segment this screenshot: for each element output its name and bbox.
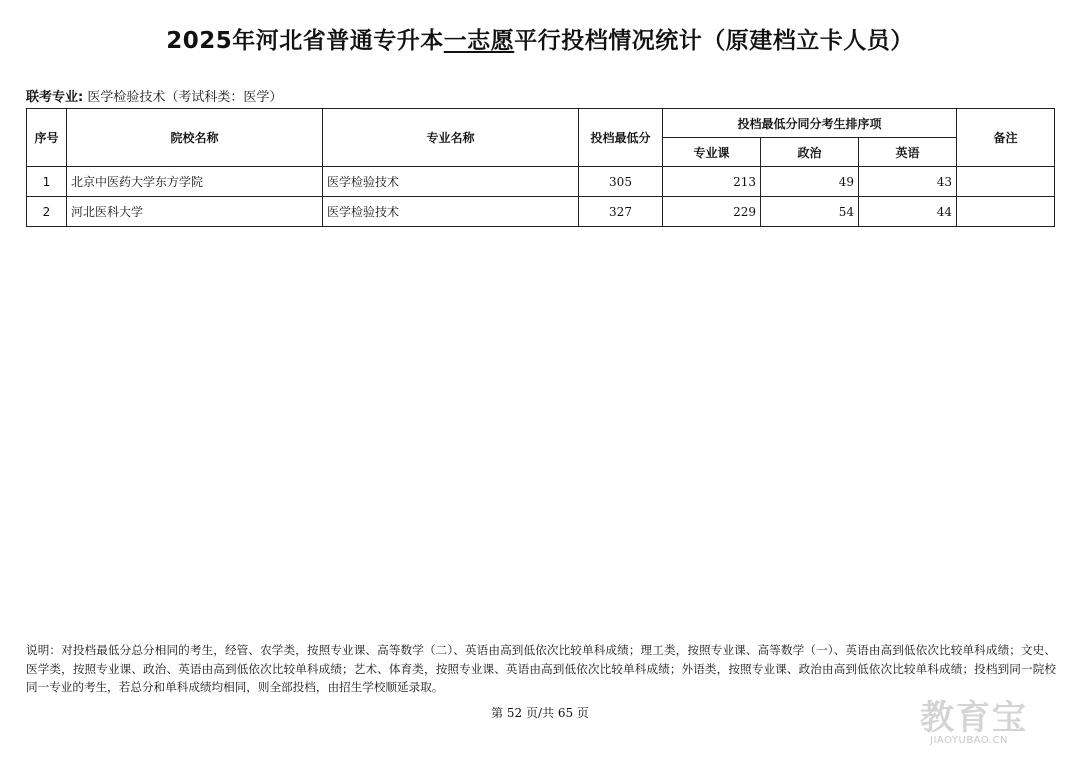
admission-table [26,108,1055,227]
cell-min-score: 305 [579,167,663,197]
major-value: 医学检验技术（考试科类：医学） [87,90,283,105]
watermark-logo [920,690,1070,750]
cell-seq: 2 [27,197,67,227]
cell-major: 医学检验技术 [323,167,579,197]
watermark-en: JIAOYUBAO.CN [930,735,1008,746]
title-prefix: 2025年河北省普通专升本 [166,28,444,54]
cell-politics: 54 [761,197,859,227]
title-underlined: 一志愿 [443,28,515,54]
cell-english: 44 [859,197,957,227]
cell-remark [957,197,1055,227]
title-suffix: 平行投档情况统计（原建档立卡人员） [514,28,914,54]
page-number: 第 52 页/共 65 页 [491,706,589,720]
header-remark: 备注 [957,109,1055,167]
table-row [27,167,1055,197]
page-title [0,22,1080,55]
header-english: 英语 [859,138,957,167]
cell-english: 43 [859,167,957,197]
header-politics: 政治 [761,138,859,167]
explanation-note: 说明：对投档最低分总分相同的考生，经管、农学类，按照专业课、高等数学（二）、英语由高到低依次比较单科成绩；理工类，按照专业课、高等数学（一）、英语由高到低依次比较单科成绩；文史、医学类，按照专业课、政治、英语由高到低依次比较单科成绩；艺术、体育类，按照专业课、英语由高到低依次比较单科成绩；外语类，按照专业课、政治由高到低依次比较单科成绩；投档到同一院校同一专业的考生，若总分和单科成绩均相同，则全部投档，由招生学校顺延录取。 [26,643,1056,694]
cell-seq: 1 [27,167,67,197]
cell-school: 河北医科大学 [67,197,323,227]
header-min-score: 投档最低分 [579,109,663,167]
header-tie-group: 投档最低分同分考生排序项 [663,109,957,138]
header-major: 专业名称 [323,109,579,167]
cell-major-course: 229 [663,197,761,227]
header-school: 院校名称 [67,109,323,167]
cell-major-course: 213 [663,167,761,197]
header-major-course: 专业课 [663,138,761,167]
table-row [27,197,1055,227]
cell-remark [957,167,1055,197]
cell-min-score: 327 [579,197,663,227]
cell-politics: 49 [761,167,859,197]
watermark-cn: 教育宝 [920,698,1028,738]
major-line [26,86,282,105]
header-seq: 序号 [27,109,67,167]
cell-school: 北京中医药大学东方学院 [67,167,323,197]
cell-major: 医学检验技术 [323,197,579,227]
major-label: 联考专业: [26,90,84,105]
